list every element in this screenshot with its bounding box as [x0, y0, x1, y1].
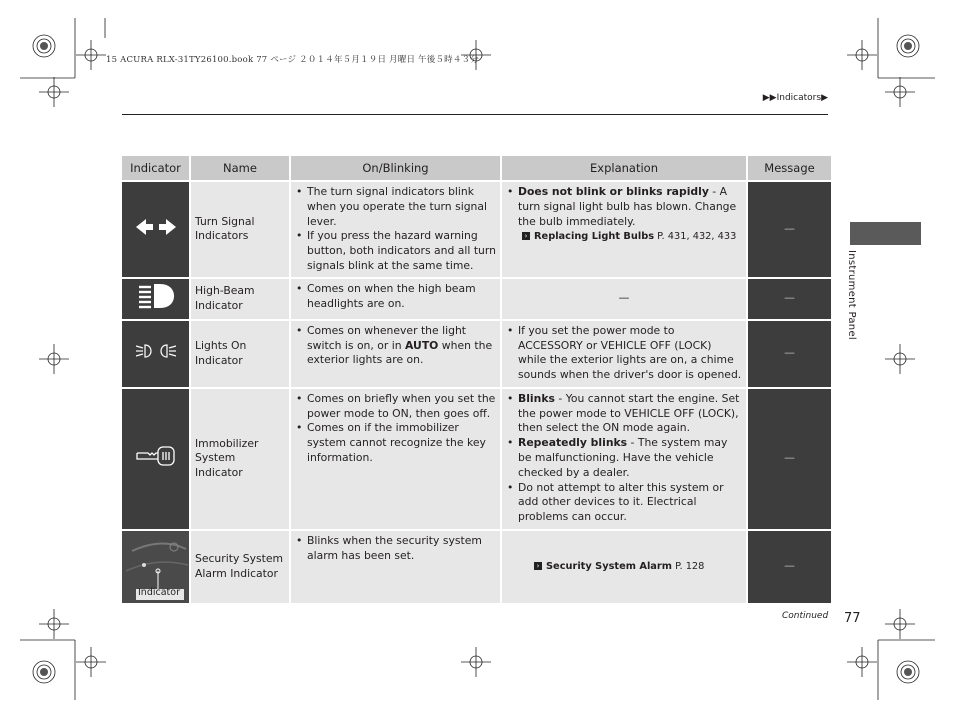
explanation-text: - The system may be malfunctioning. Have the vehicle checked by a dealer.	[518, 436, 728, 479]
header-explanation: Explanation	[502, 156, 746, 180]
list-item: • Comes on briefly when you set the power mode to ON, then goes off.	[307, 392, 496, 422]
section-tab	[850, 222, 921, 245]
list-item: • Do not attempt to alter this system or add other devices to it. Electrical problems can occur.	[518, 481, 742, 525]
list-item: • Blinks when the security system alarm has been set.	[307, 534, 496, 564]
reference-pages: P. 128	[671, 560, 705, 572]
turn-signal-arrows-icon	[134, 216, 178, 238]
on-blinking-cell	[291, 182, 500, 277]
message-cell: —	[748, 279, 831, 319]
list-item: • The turn signal indicators blink when you operate the turn signal lever.	[307, 185, 496, 229]
high-beam-icon	[134, 282, 178, 310]
message-cell: —	[748, 389, 831, 529]
indicator-cell	[122, 182, 189, 277]
page-number: 77	[844, 611, 861, 626]
on-text: when the exterior lights are on.	[307, 338, 493, 367]
header-name: Name	[191, 156, 289, 180]
table-row	[122, 531, 831, 603]
explanation-cell	[502, 389, 746, 529]
table-row	[122, 182, 831, 277]
row-name: High-Beam Indicator	[191, 279, 289, 319]
table-row	[122, 321, 831, 387]
continued-label: Continued	[782, 611, 829, 621]
cross-reference[interactable]	[506, 230, 742, 245]
list-item	[518, 436, 742, 480]
reference-title: Replacing Light Bulbs	[534, 231, 655, 243]
section-label: Instrument Panel	[846, 250, 857, 340]
indicator-cell	[122, 531, 189, 603]
on-blinking-cell	[291, 389, 500, 529]
list-item: • If you set the power mode to ACCESSORY or VEHICLE OFF (LOCK) while the exterior lights are on, a chime sounds when the driver's door is opened.	[518, 324, 742, 383]
explanation-text: - You cannot start the engine. Set the power mode to VEHICLE OFF (LOCK), then select the ON mode again.	[518, 391, 740, 435]
header-rule	[122, 114, 828, 115]
table-row	[122, 389, 831, 529]
on-blinking-cell	[291, 531, 500, 603]
immobilizer-key-icon	[134, 444, 178, 468]
lights-on-icon	[134, 340, 178, 362]
reference-title: Security System Alarm	[546, 560, 672, 572]
header-message: Message	[748, 156, 831, 180]
table-row	[122, 279, 831, 319]
list-item	[518, 185, 742, 229]
bold-term: Does not blink or blinks rapidly	[518, 185, 709, 198]
explanation-cell	[502, 321, 746, 387]
indicator-cell	[122, 389, 189, 529]
list-item: • Comes on if the immobilizer system cannot recognize the key information.	[307, 421, 496, 465]
reference-arrow-icon: ›	[522, 232, 530, 240]
on-blinking-cell	[291, 321, 500, 387]
row-name: Security System Alarm Indicator	[191, 531, 289, 603]
header-on-blinking: On/Blinking	[291, 156, 500, 180]
list-item: • Comes on when the high beam headlights are on.	[307, 282, 496, 312]
header-indicator: Indicator	[122, 156, 189, 180]
indicator-table	[120, 154, 833, 605]
indicator-caption: Indicator	[138, 586, 180, 598]
table-header-row	[122, 156, 831, 180]
list-item	[307, 324, 496, 368]
explanation-cell: —	[502, 279, 746, 319]
bold-term: AUTO	[405, 338, 439, 352]
message-cell: —	[748, 531, 831, 603]
print-info-line: 15 ACURA RLX-31TY26100.book 77 ページ ２０１４年５月１９日 月曜日 午後５時４３分	[106, 55, 479, 65]
breadcrumb: ▶▶Indicators▶	[762, 93, 828, 103]
row-name: Immobilizer System Indicator	[191, 389, 289, 529]
list-item	[518, 392, 742, 436]
bold-term: Repeatedly blinks	[518, 436, 628, 450]
explanation-text: - A turn signal light bulb has blown. Change the bulb immediately.	[518, 185, 737, 228]
cross-reference[interactable]	[506, 560, 742, 575]
row-name: Lights On Indicator	[191, 321, 289, 387]
message-cell: —	[748, 321, 831, 387]
explanation-cell	[502, 182, 746, 277]
explanation-cell	[502, 531, 746, 603]
reference-arrow-icon: ›	[534, 562, 542, 570]
reference-pages: P. 431, 432, 433	[654, 231, 737, 243]
indicator-cell	[122, 321, 189, 387]
on-text: Comes on whenever the light switch is on, or in	[307, 323, 467, 352]
row-name: Turn Signal Indicators	[191, 182, 289, 277]
list-item: • If you press the hazard warning button, both indicators and all turn signals blink at the same time.	[307, 229, 496, 273]
bold-term: Blinks	[518, 391, 555, 405]
message-cell: —	[748, 182, 831, 277]
on-blinking-cell	[291, 279, 500, 319]
indicator-cell	[122, 279, 189, 319]
